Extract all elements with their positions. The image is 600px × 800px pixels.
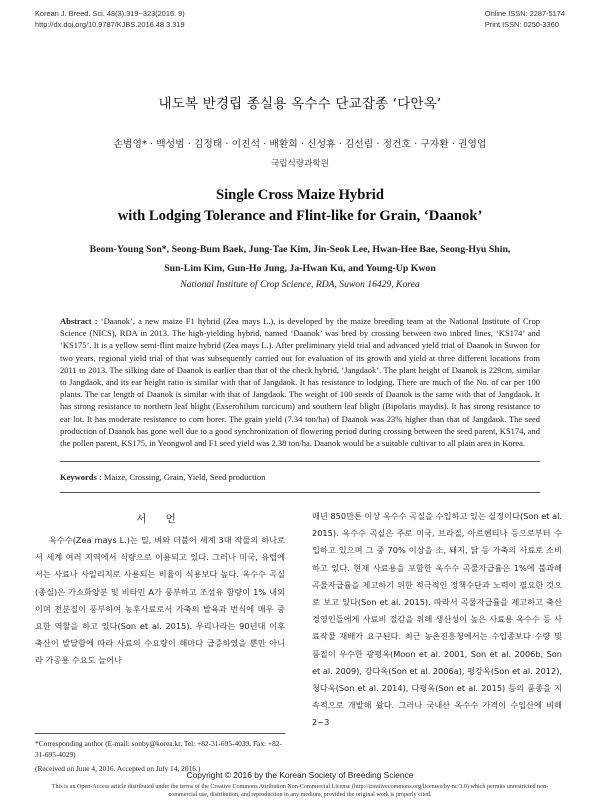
issn-header bbox=[485, 8, 565, 30]
authors-english-line2: Sun-Lim Kim, Gun-Ho Jung, Ja-Hwan Ku, and Young-Up Kwon bbox=[164, 263, 436, 274]
abstract bbox=[60, 315, 540, 449]
intro-paragraph-right: 매년 850만톤 이상 옥수수 곡실을 수입하고 있는 실정이다(Son et al. 2015). 옥수수 곡실은 주로 미국, 브라질, 아르헨티나 등으로부터 수입하고 있으며 그 중 70% 이상을 소, 돼지, 닭 등 가축의 사료로 소비하고 있다. 현재 사료용을 포함한 옥수수 곡물자급률은 1%에 불과해 곡물자급률을 제고하기 위한 적극적인 정책수단과 노력이 필요한 것으로 보고 있다(Son et al. 2015). 따라서 곡물자급률을 제고하고 축산경영인들에게 사료비 절감을 위해 생산성이 높은 사료용 옥수수 등 사료작물 재배가 요구된다. 최근 농촌진흥청에서는 수입종보다 수량 및 품질이 우수한 광평옥(Moon et al. 2001, Son et al. 2006b, Son et al. 2009), 강다옥(Son et al. 2006a), 평강옥(Son et al. 2012), 청다옥(Son et al. 2014), 다평옥(Son et al. 2015) 등의 품종을 지속적으로 개발해 왔다. 그러나 국내산 옥수수 가격이 수입산에 비해 2~3 bbox=[312, 511, 563, 728]
intro-paragraph-left: 옥수수(Zea mays L.)는 밀, 벼와 더불어 세계 3대 작물의 하나로서 세계 여러 지역에서 식량으로 이용되고 있다. 그러나 미국, 유럽에서는 사료나 사일리지로 사용되는 비율이 식용보다 높다. 옥수수 곡실(종실)은 가소화양분 및 비타민 A가 풍부하고 조섬유 함량이 1% 내외이며 전분질이 풍부하여 농후사료로서 가축의 발육과 번식에 매우 중요한 역할을 하고 있다(Son et al. 2015). 우리나라는 90년대 이후 축산이 발달함에 따라 사료의 수요량이 해마다 급증하였을 뿐만 아니라 가공용 수요도 늘어나 bbox=[35, 535, 285, 666]
abstract-divider bbox=[60, 461, 540, 462]
abstract-text: ‘Daanok’, a new maize F1 hybrid (Zea mays L.), is developed by the maize breeding team at the National Institute of Crop Science (NICS), RDA in 2013. The high-yielding hybrid, named ‘Daanok’ was bred by crossing between two inbred lines, ‘KS174’ and ‘KS175’. It is a yellow semi-flint maize hybrid (Zea mays L.). After preliminary yield trial and advanced yield trial of Daanok in Suwon for two years, regional yield trial of that was subsequently carried out for evaluation of its growth and yield at three different locations from 2011 to 2013. The silking date of Daanok is earlier than that of the check hybrid, ‘Jangdaok’. The plant height of Daanok is 229cm, similar to Jangdaok, and its ear height ratio is similar with that of Jangdaok. It has resistance to lodging. There are much of the No. of car per 100 plants. The car length of Daanok is similar with that of Jangdaok. The weight of 100 seeds of Daanok is the same with that of Jangdaok. It has strong resistance to northern leaf blight (Exserohilum turcicum) and southern leaf blight (Bipolaris maydis). It has strong resistance to ear lot. It has moderate resistance to corn borer. The grain yield (7.34 ton/ha) of Daanok was 23% higher than that of Jangdaok. The seed production of Daanok has gone well due to a good synchronization of flowering period during crossing between the seed parent, KS174, and the pollen parent, KS175, in Yeongwol and F1 seed yield was 2.38 ton/ha. Daanok would be a suitable cultivar to all plain area in Korea. bbox=[60, 316, 541, 449]
journal-header bbox=[35, 8, 185, 30]
online-issn: Online ISSN: 2287-5174 bbox=[484, 9, 565, 18]
received-date-note: (Received on June 4, 2016. Accepted on July 14, 2016.) bbox=[35, 764, 201, 773]
authors-korean: 손범영* · 백성범 · 김정태 · 이진석 · 배환희 · 신성휴 · 김선림 · 정건호 · 구자환 · 권영업 bbox=[113, 139, 487, 150]
section-heading-introduction: 서 언 bbox=[136, 513, 184, 525]
keywords-divider bbox=[60, 492, 540, 493]
body-column-left bbox=[35, 512, 285, 670]
title-korean: 내도복 반경립 종실용 옥수수 단교잡종 ‘다안옥’ bbox=[158, 96, 442, 112]
title-english-line2: with Lodging Tolerance and Flint-like for Grain, ‘Daanok’ bbox=[117, 208, 483, 224]
license-notice: This is an Open-Access article distributed under the terms of the Creative Commons Attribution Non-Commercial License (http://creativecommons.org/licenses/by-nc/3.0) which permits unrestricted non-commercial use, distribution, and reproduction in any medium, provided the original work is properly cited. bbox=[51, 784, 549, 798]
authors-english bbox=[40, 240, 560, 278]
corresponding-author-note: *Corresponding author (E-mail: sonby@korea.kr, Tel: +82-31-695-4039, Fax: +82-31-695-4029) bbox=[35, 739, 282, 759]
journal-citation: Korean J. Breed. Sci. 48(3):319~323(2016. 9) bbox=[35, 9, 185, 18]
doi-link[interactable]: http://dx.doi.org/10.9787/KJBS.2016.48.3.319 bbox=[35, 20, 185, 29]
abstract-label: Abstract : bbox=[60, 316, 98, 326]
print-issn: Print ISSN: 0250-3360 bbox=[484, 20, 559, 29]
footnote-divider bbox=[35, 733, 285, 734]
title-english bbox=[0, 185, 600, 227]
affiliation-english: National Institute of Crop Science, RDA, Suwon 16429, Korea bbox=[180, 279, 420, 290]
keywords bbox=[60, 472, 540, 482]
keywords-text: Maize, Crossing, Grain, Yield, Seed production bbox=[103, 472, 266, 482]
affiliation-korean: 국립식량과학원 bbox=[270, 159, 330, 169]
body-column-right bbox=[312, 508, 562, 732]
title-english-line1: Single Cross Maize Hybrid bbox=[216, 187, 384, 203]
authors-english-line1: Beom-Young Son*, Seong-Bum Baek, Jung-Tae Kim, Jin-Seok Lee, Hwan-Hee Bae, Seong-Hyu Shin, bbox=[89, 244, 511, 255]
copyright-line: Copyright © 2016 by the Korean Society of Breeding Science bbox=[186, 770, 414, 780]
keywords-label: Keywords : bbox=[60, 472, 102, 482]
